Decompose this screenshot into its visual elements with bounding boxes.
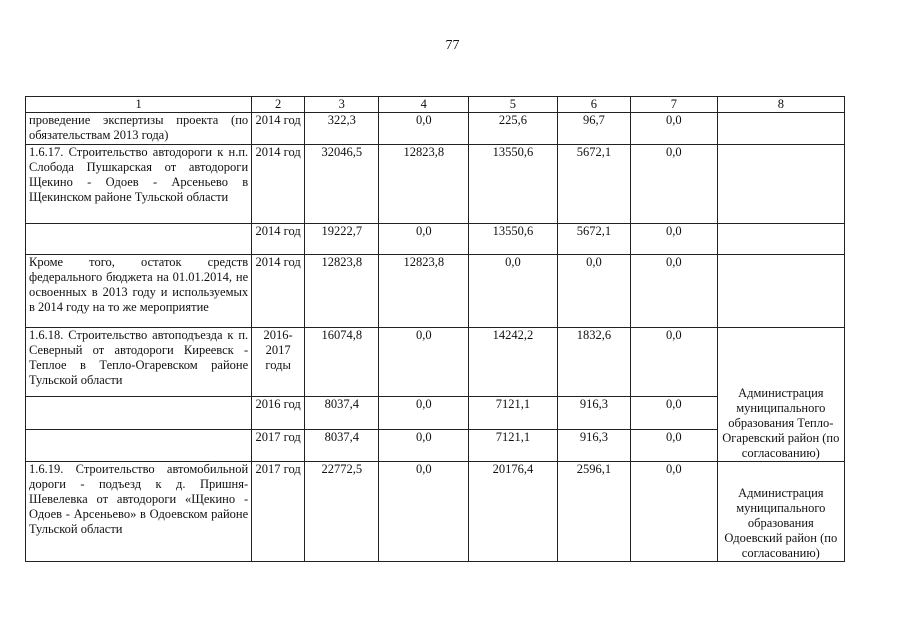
value-col4: 0,0 — [379, 430, 469, 462]
table-row — [26, 224, 845, 255]
column-header: 5 — [469, 97, 558, 113]
row-period: 2014 год — [252, 113, 305, 145]
value-col5: 7121,1 — [469, 430, 558, 462]
value-col6: 0,0 — [557, 255, 630, 328]
row-period: 2017 год — [252, 462, 305, 562]
row-period: 2014 год — [252, 145, 305, 224]
value-col7: 0,0 — [631, 255, 718, 328]
value-col5: 7121,1 — [469, 397, 558, 430]
value-col6: 5672,1 — [557, 145, 630, 224]
value-col5: 225,6 — [469, 113, 558, 145]
responsible-teplo-ogarevsky: Администрация муниципального образования Тепло-Огаревский район (по согласованию) — [717, 328, 844, 462]
value-total: 8037,4 — [305, 430, 379, 462]
value-col7: 0,0 — [631, 462, 718, 562]
value-col5: 14242,2 — [469, 328, 558, 397]
value-col7: 0,0 — [631, 145, 718, 224]
column-header: 1 — [26, 97, 252, 113]
column-header: 3 — [305, 97, 379, 113]
value-total: 8037,4 — [305, 397, 379, 430]
column-header: 6 — [557, 97, 630, 113]
value-col4: 0,0 — [379, 462, 469, 562]
column-header: 7 — [631, 97, 718, 113]
responsible-cell — [717, 255, 844, 328]
table-row — [26, 113, 845, 145]
row-description — [26, 430, 252, 462]
value-total: 12823,8 — [305, 255, 379, 328]
budget-table — [25, 96, 845, 562]
value-col7: 0,0 — [631, 328, 718, 397]
value-col5: 13550,6 — [469, 145, 558, 224]
row-period: 2014 год — [252, 224, 305, 255]
row-period: 2017 год — [252, 430, 305, 462]
table-row — [26, 328, 845, 397]
value-col4: 0,0 — [379, 328, 469, 397]
table-row — [26, 255, 845, 328]
responsible-cell — [717, 145, 844, 224]
value-col7: 0,0 — [631, 224, 718, 255]
column-header: 4 — [379, 97, 469, 113]
value-col5: 0,0 — [469, 255, 558, 328]
value-total: 22772,5 — [305, 462, 379, 562]
row-description — [26, 397, 252, 430]
value-total: 322,3 — [305, 113, 379, 145]
column-header: 8 — [717, 97, 844, 113]
value-total: 32046,5 — [305, 145, 379, 224]
row-description: проведение экспертизы проекта (по обязательствам 2013 года) — [26, 113, 252, 145]
value-col4: 0,0 — [379, 113, 469, 145]
value-col4: 0,0 — [379, 224, 469, 255]
column-header: 2 — [252, 97, 305, 113]
row-period: 2016-2017 годы — [252, 328, 305, 397]
page-number: 77 — [445, 38, 460, 53]
table-row — [26, 462, 845, 562]
row-description: Кроме того, остаток средств федерального бюджета на 01.01.2014, не освоенных в 2013 году и используемых в 2014 году на то же мероприятие — [26, 255, 252, 328]
value-total: 19222,7 — [305, 224, 379, 255]
value-col4: 12823,8 — [379, 255, 469, 328]
row-description: 1.6.19. Строительство автомобильной дороги - подъезд к д. Пришня-Шевелевка от автодороги «Щекино - Одоев - Арсеньево» в Одоевском районе Тульской области — [26, 462, 252, 562]
value-col6: 916,3 — [557, 430, 630, 462]
value-col7: 0,0 — [631, 113, 718, 145]
row-description: 1.6.18. Строительство автоподъезда к п. Северный от автодороги Киреевск - Теплое в Тепло-Огаревском районе Тульской области — [26, 328, 252, 397]
value-col6: 2596,1 — [557, 462, 630, 562]
value-total: 16074,8 — [305, 328, 379, 397]
value-col4: 0,0 — [379, 397, 469, 430]
row-period: 2016 год — [252, 397, 305, 430]
row-description — [26, 224, 252, 255]
value-col6: 96,7 — [557, 113, 630, 145]
value-col5: 20176,4 — [469, 462, 558, 562]
value-col5: 13550,6 — [469, 224, 558, 255]
row-period: 2014 год — [252, 255, 305, 328]
responsible-cell — [717, 224, 844, 255]
value-col7: 0,0 — [631, 397, 718, 430]
value-col6: 916,3 — [557, 397, 630, 430]
value-col7: 0,0 — [631, 430, 718, 462]
value-col4: 12823,8 — [379, 145, 469, 224]
table-row — [26, 145, 845, 224]
value-col6: 5672,1 — [557, 224, 630, 255]
responsible-odoevsky: Администрация муниципального образования Одоевский район (по согласованию) — [717, 462, 844, 562]
row-description: 1.6.17. Строительство автодороги к н.п. Слобода Пушкарская от автодороги Щекино - Одоев - Арсеньево в Щекинском районе Тульской области — [26, 145, 252, 224]
responsible-cell — [717, 113, 844, 145]
column-header-row — [26, 97, 845, 113]
value-col6: 1832,6 — [557, 328, 630, 397]
